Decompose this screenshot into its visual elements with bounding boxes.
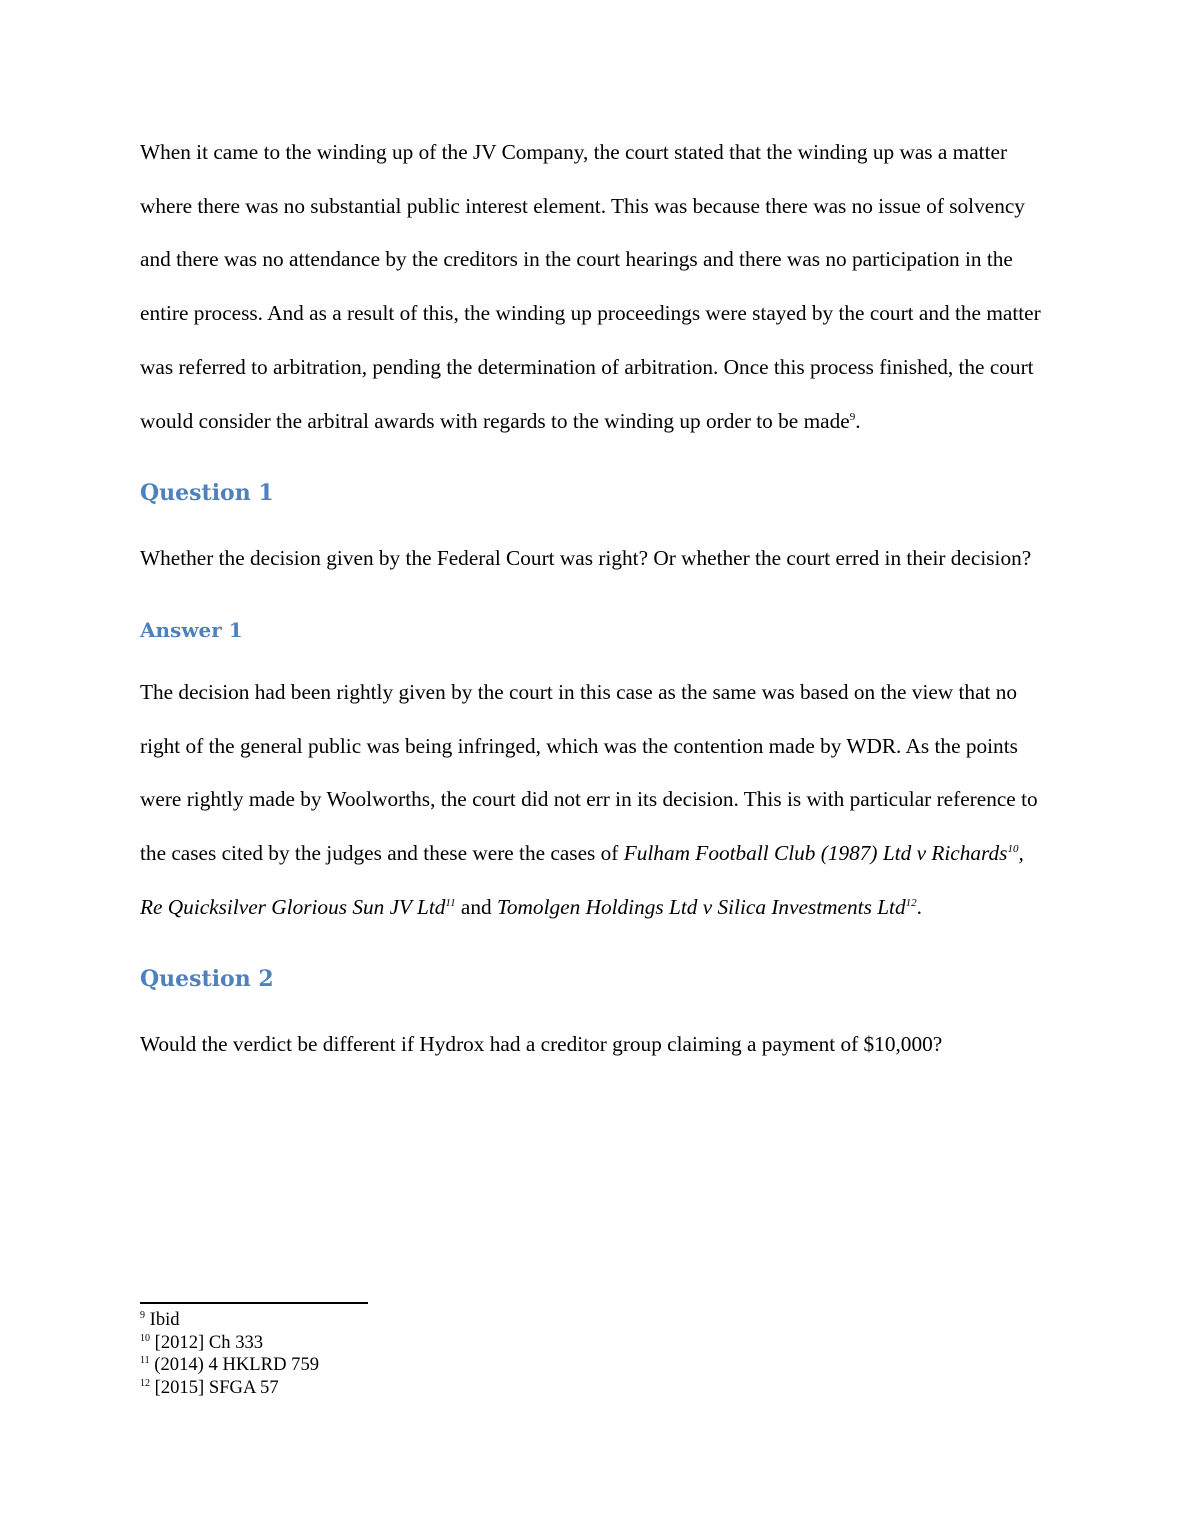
footnote-ref-12-label: 12	[905, 896, 917, 909]
footnote-11	[140, 1354, 319, 1377]
answer-1-paragraph	[140, 666, 1050, 935]
question-2-heading: Question 2	[140, 966, 274, 993]
case-citation-quicksilver: Re Quicksilver Glorious Sun JV Ltd	[140, 894, 446, 919]
case-separator: ,	[1018, 841, 1024, 866]
footnote-text: [2012] Ch 333	[150, 1331, 264, 1353]
footnote-ref-10-label: 10	[1007, 842, 1019, 855]
footnote-text: [2015] SFGA 57	[150, 1377, 279, 1399]
answer-1-heading: Answer 1	[140, 617, 243, 642]
footnote-ref-10[interactable]	[1007, 843, 1018, 855]
question-1-heading: Question 1	[140, 480, 274, 507]
intro-text-end: .	[855, 408, 861, 433]
footnote-number: 9	[140, 1309, 145, 1321]
footnote-text: Ibid	[145, 1309, 180, 1330]
footnote-10	[140, 1332, 319, 1355]
footnote-12	[140, 1377, 319, 1400]
footnotes-section	[140, 1309, 319, 1400]
intro-text: When it came to the winding up of the JV Company, the court stated that the winding up was a matter where there was no substantial public interest element. This was because there was no issue of solvency and there was no attendance by the creditors in the court hearings and there was no participation in the entire process. And as a result of this, the winding up proceedings were stayed by the court and the matter was referred to arbitration, pending the determination of arbitration. Once this process finished, the court would consider the arbitral awards with regards to the winding up order to be made	[140, 140, 1041, 433]
answer-1-text-end: .	[916, 894, 922, 919]
footnote-ref-11[interactable]	[445, 897, 455, 909]
footnote-separator	[140, 1302, 368, 1304]
footnote-ref-11-label: 11	[445, 896, 456, 909]
footnote-number: 11	[140, 1355, 150, 1367]
question-2-text: Would the verdict be different if Hydrox had a creditor group claiming a payment of $10,000?	[140, 1032, 943, 1057]
answer-1-conjunction: and	[455, 894, 498, 919]
case-citation-tomolgen: Tomolgen Holdings Ltd v Silica Investments Ltd	[497, 894, 906, 919]
footnote-9	[140, 1309, 319, 1332]
case-citation-fulham: Fulham Football Club (1987) Ltd v Richards	[623, 841, 1008, 866]
footnote-text: (2014) 4 HKLRD 759	[149, 1354, 320, 1376]
footnote-number: 10	[140, 1332, 150, 1344]
footnote-ref-9[interactable]: 9	[849, 410, 856, 423]
intro-paragraph	[140, 126, 1050, 448]
document-body	[140, 126, 1050, 1072]
footnote-ref-12[interactable]	[906, 897, 917, 909]
answer-1-text: The decision had been rightly given by the court in this case as the same was based on the view that no right of the general public was being infringed, which was the contention made by WDR. As the points were rightly made by Woolworths, the court did not err in its decision. This is with particular reference to the cases cited by the judges and these were the cases of	[140, 679, 1038, 866]
question-1-text: Whether the decision given by the Federal Court was right? Or whether the court erred in their decision?	[140, 546, 1032, 571]
footnote-number: 12	[140, 1377, 150, 1389]
